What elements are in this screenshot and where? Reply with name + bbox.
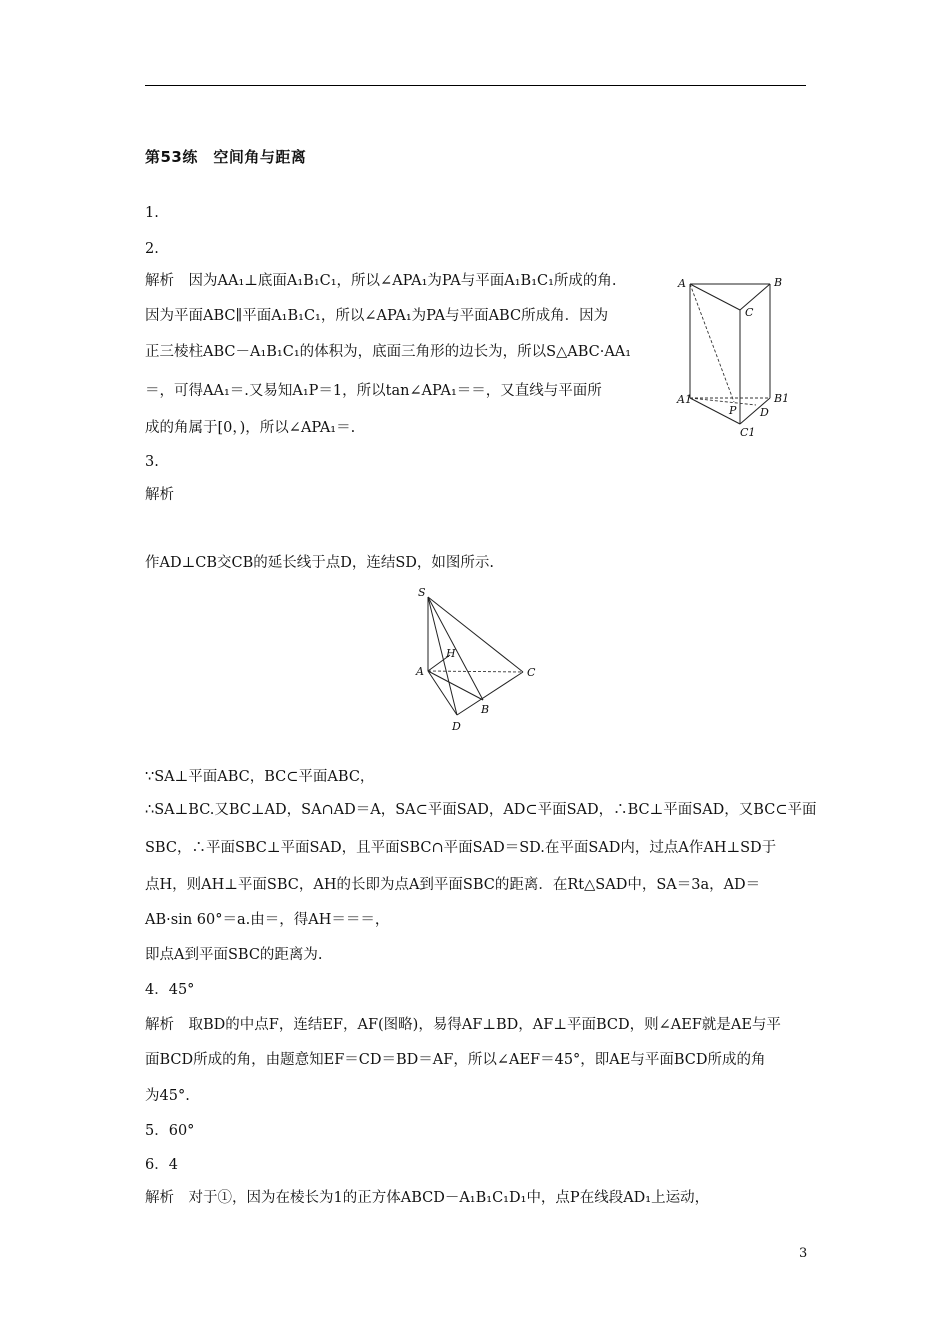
label-B: B (481, 703, 490, 716)
text-line: ＝，可得AA₁＝.又易知A₁P＝1，所以tan∠APA₁＝＝，又直线与平面所 (145, 383, 602, 399)
label-S: S (418, 586, 426, 599)
text-line: 5．60° (145, 1123, 195, 1139)
text-line: 因为平面ABC∥平面A₁B₁C₁，所以∠APA₁为PA与平面ABC所成角．因为 (145, 308, 609, 324)
text-line: 为45°. (145, 1088, 190, 1104)
label-D: D (452, 720, 461, 733)
text-line: AB·sin 60°＝a.由＝，得AH＝＝＝， (145, 912, 390, 928)
text-line: ∴SA⊥BC.又BC⊥AD，SA∩AD＝A，SA⊂平面SAD，AD⊂平面SAD，∴BC⊥平面SAD，又BC⊂平面 (145, 802, 817, 818)
text-line: 6．4 (145, 1157, 178, 1173)
label-C1: C1 (740, 426, 756, 439)
page-number: 3 (799, 1246, 808, 1261)
prism-figure (674, 272, 792, 444)
label-C: C (527, 666, 536, 679)
label-B1: B1 (774, 392, 790, 405)
text-line: SBC，∴平面SBC⊥平面SAD，且平面SBC∩平面SAD＝SD.在平面SAD内，过点A作AH⊥SD于 (145, 840, 777, 856)
label-A1: A1 (677, 393, 692, 406)
label-P: P (729, 404, 737, 417)
text-line: 解析 取BD的中点F，连结EF，AF(图略)，易得AF⊥BD，AF⊥平面BCD，则∠AEF就是AE与平 (145, 1017, 781, 1033)
label-D: D (760, 406, 769, 419)
text-line: 解析 对于①，因为在棱长为1的正方体ABCD－A₁B₁C₁D₁中，点P在线段AD₁上运动， (145, 1190, 710, 1206)
text-line: 正三棱柱ABC－A₁B₁C₁的体积为，底面三角形的边长为，所以S△ABC·AA₁ (145, 344, 632, 360)
label-C: C (745, 306, 754, 319)
text-line: 3. (145, 454, 159, 470)
tetrahedron-figure (410, 585, 542, 737)
text-line: ∵SA⊥平面ABC，BC⊂平面ABC， (145, 769, 375, 785)
text-line: 1. (145, 205, 159, 221)
header-rule (145, 85, 806, 86)
label-A: A (678, 277, 686, 290)
text-line: 成的角属于[0，)，所以∠APA₁＝. (145, 420, 356, 436)
text-line: 2. (145, 241, 159, 257)
text-line: 解析 (145, 487, 174, 503)
label-B: B (774, 276, 783, 289)
page-title: 第53练 空间角与距离 (145, 148, 307, 166)
label-H: H (446, 647, 456, 660)
text-line: 点H，则AH⊥平面SBC，AH的长即为点A到平面SBC的距离．在Rt△SAD中，SA＝3a，AD＝ (145, 877, 761, 893)
text-line: 4．45° (145, 982, 195, 998)
text-line: 解析 因为AA₁⊥底面A₁B₁C₁，所以∠APA₁为PA与平面A₁B₁C₁所成的角. (145, 273, 617, 289)
text-line: 即点A到平面SBC的距离为. (145, 947, 323, 963)
text-line: 作AD⊥CB交CB的延长线于点D，连结SD，如图所示. (145, 555, 495, 571)
label-A: A (416, 665, 424, 678)
text-line: 面BCD所成的角，由题意知EF＝CD＝BD＝AF，所以∠AEF＝45°，即AE与平面BCD所成的角 (145, 1052, 766, 1068)
